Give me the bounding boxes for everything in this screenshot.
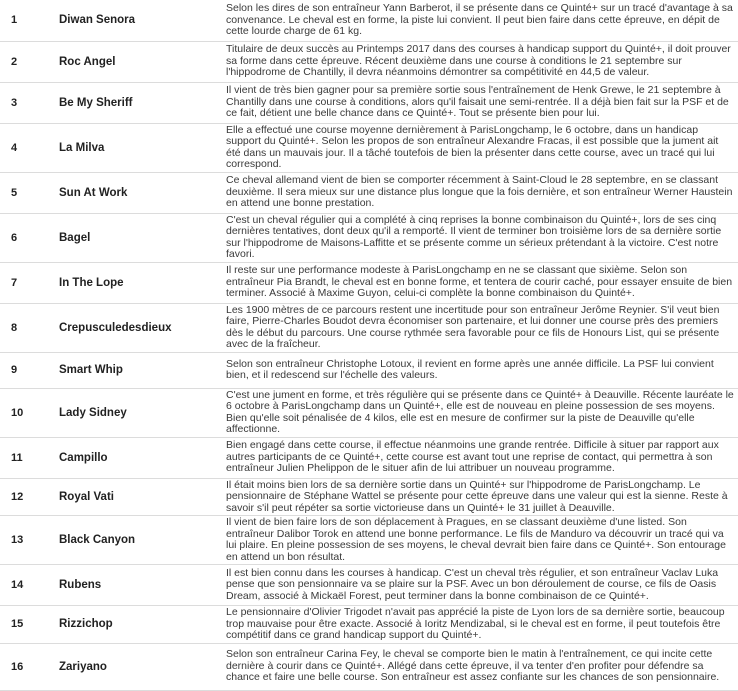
horse-name: Rizzichop bbox=[45, 606, 219, 644]
runner-row bbox=[0, 82, 738, 123]
horse-name: Be My Sheriff bbox=[45, 82, 219, 123]
runner-number: 15 bbox=[0, 606, 45, 644]
horse-name: In The Lope bbox=[45, 262, 219, 303]
runner-row bbox=[0, 388, 738, 437]
runner-number: 16 bbox=[0, 643, 45, 690]
runner-number: 11 bbox=[0, 437, 45, 478]
horse-name: Lady Sidney bbox=[45, 388, 219, 437]
runner-row bbox=[0, 213, 738, 262]
runner-row bbox=[0, 172, 738, 213]
runner-comment-cell bbox=[219, 0, 738, 41]
runner-row bbox=[0, 606, 738, 644]
runner-row bbox=[0, 478, 738, 516]
runner-number: 6 bbox=[0, 213, 45, 262]
runner-row bbox=[0, 565, 738, 606]
runner-comment-cell bbox=[219, 388, 738, 437]
horse-name: Rubens bbox=[45, 565, 219, 606]
horse-name: Crepusculedesdieux bbox=[45, 303, 219, 352]
horse-name: Campillo bbox=[45, 437, 219, 478]
horse-name: Sun At Work bbox=[45, 172, 219, 213]
runner-row bbox=[0, 123, 738, 172]
runner-comment-cell bbox=[219, 606, 738, 644]
runner-comment: Elle a effectué une course moyenne dernièrement à ParisLongchamp, le 6 octobre, dans un handicap support du Quinté+. Selon les propos de son entraîneur Alexandre Fracas, il est possible que la jument ait été dans un mauvais jour. Il a tâché toutefois de bien la présenter dans cette course, avec un tracé qui lui correspond. bbox=[226, 124, 719, 170]
runner-comment: Les 1900 mètres de ce parcours restent une incertitude pour son entraîneur Jerôme Reynier. S'il veut bien faire, Pierre-Charles Boudot devra économiser son partenaire, et lui donner une course près des premiers dès le début du parcours. Une course rythmée sera favorable pour ce fils de Honours List, qui se présente avec de la fraîcheur. bbox=[226, 304, 720, 350]
runner-comment-cell bbox=[219, 172, 738, 213]
runner-comment-cell bbox=[219, 303, 738, 352]
runner-number: 13 bbox=[0, 516, 45, 565]
runner-comment-cell bbox=[219, 123, 738, 172]
runner-comment-cell bbox=[219, 352, 738, 388]
runner-comment: C'est un cheval régulier qui a complété à cinq reprises la bonne combinaison du Quinté+, lors de ses cinq dernières tentatives, dont deux qu'il a remporté. Il vient de terminer bon troisième lors de sa dernière sortie sur l'hippodrome de Maisons-Laffitte et se présente comme un sérieux prétendant à la victoire. C'est notre favori. bbox=[226, 214, 722, 260]
runner-comment: Le pensionnaire d'Olivier Trigodet n'avait pas apprécié la piste de Lyon lors de sa dernière sortie, beaucoup trop mauvaise pour être exacte. Associé à Ioritz Mendizabal, si le cheval est en forme, il peut toutefois être compétitif dans ce grand handicap support du Quinté+. bbox=[226, 607, 725, 641]
runner-comment: Selon les dires de son entraîneur Yann Barberot, il se présente dans ce Quinté+ sur un tracé d'avantage à sa convenance. Le cheval est en forme, la piste lui convient. Il peut bien faire dans cette épreuve, en dépit de cette lourde charge de 61 kg. bbox=[226, 3, 733, 37]
runner-number: 8 bbox=[0, 303, 45, 352]
runner-comment-cell bbox=[219, 516, 738, 565]
runner-comment: C'est une jument en forme, et très régulière qui se présente dans ce Quinté+ à Deauville. Récente lauréate le 6 octobre à ParisLongchamp dans un Quinté+, elle est de nouveau en pleine possession de ses moyens. Bien qu'elle soit pénalisée de 4 kilos, elle est en mesure de confirmer sur la piste de Deauville qu'elle affectionne. bbox=[226, 389, 734, 435]
runner-comment: Il reste sur une performance modeste à ParisLongchamp en ne se classant que sixième. Selon son entraîneur Pia Brandt, le cheval est en bonne forme, et tentera de courir caché, pour essayer ensuite de bien terminer. Associé à Maxime Guyon, celui-ci complète la bonne combinaison du Quinté+. bbox=[226, 265, 733, 300]
runner-number: 14 bbox=[0, 565, 45, 606]
runner-comment: Il était moins bien lors de sa dernière sortie dans un Quinté+ sur l'hippodrome de ParisLongchamp. Le pensionnaire de Stéphane Wattel se présente pour cette épreuve dans une valeur qui est la sienne. Reste à savoir s'il peut répéter sa sortie victorieuse dans un Quinté+ le 31 juillet à Deauville. bbox=[226, 479, 728, 514]
horse-name: Bagel bbox=[45, 213, 219, 262]
runner-row bbox=[0, 262, 738, 303]
runner-number: 12 bbox=[0, 478, 45, 516]
runner-row bbox=[0, 643, 738, 690]
runner-number: 5 bbox=[0, 172, 45, 213]
runner-number: 4 bbox=[0, 123, 45, 172]
runner-comment: Titulaire de deux succès au Printemps 2017 dans des courses à handicap support du Quinté+, il doit prouver sa forme dans cette épreuve. Récent deuxième dans une course à conditions le 21 septembre sur l'hippodrome de Chantilly, il devra néanmoins démontrer sa compétitivité en 44,5 de valeur. bbox=[226, 44, 731, 79]
horse-name: Black Canyon bbox=[45, 516, 219, 565]
runner-comment: Il est bien connu dans les courses à handicap. C'est un cheval très régulier, et son entraîneur Vaclav Luka pense que son pensionnaire va se plaire sur la PSF. Avec un bon déroulement de course, ce fils de Oasis Dream, associé à Mickaël Forest, peut terminer dans la bonne combinaison de ce Quinté+. bbox=[226, 567, 719, 602]
horse-name: La Milva bbox=[45, 123, 219, 172]
runner-row bbox=[0, 352, 738, 388]
horse-name: Roc Angel bbox=[45, 41, 219, 82]
runner-row bbox=[0, 437, 738, 478]
horse-name: Zariyano bbox=[45, 643, 219, 690]
runner-row bbox=[0, 516, 738, 565]
runner-comment-cell bbox=[219, 41, 738, 82]
runner-comment-cell bbox=[219, 437, 738, 478]
runner-number: 7 bbox=[0, 262, 45, 303]
runner-comment: Selon son entraîneur Christophe Lotoux, il revient en forme après une année difficile. La PSF lui convient bien, et il redescend sur l'échelle des valeurs. bbox=[226, 358, 714, 381]
runner-comment-cell bbox=[219, 82, 738, 123]
runner-row bbox=[0, 41, 738, 82]
runner-number: 2 bbox=[0, 41, 45, 82]
runner-row bbox=[0, 0, 738, 41]
horse-name: Smart Whip bbox=[45, 352, 219, 388]
runner-comment: Ce cheval allemand vient de bien se comporter récemment à Saint-Cloud le 28 septembre, en se classant deuxième. Il sera mieux sur une distance plus longue que la fois dernière, et son entraîneur Werner Haustein en attend une bonne prestation. bbox=[226, 175, 733, 210]
runner-comment: Selon son entraîneur Carina Fey, le cheval se comporte bien le matin à l'entraînement, ce qui incite cette dernière à courir dans ce Quinté+. Allégé dans cette épreuve, il va tenter d'en profiter pour défendre sa chance et faire une belle course. Son entraîneur est assez confiante sur les chances de son pensionnaire. bbox=[226, 649, 720, 684]
runner-number: 3 bbox=[0, 82, 45, 123]
runner-comment-cell bbox=[219, 565, 738, 606]
runner-row bbox=[0, 303, 738, 352]
horse-name: Diwan Senora bbox=[59, 14, 136, 27]
runner-number: 9 bbox=[0, 352, 45, 388]
runner-comment-cell bbox=[219, 262, 738, 303]
runner-comment-cell bbox=[219, 478, 738, 516]
runner-comment: Il vient de bien faire lors de son déplacement à Pragues, en se classant deuxième d'une listed. Son entraîneur Dalibor Torok en attend une bonne performance. Le fils de Manduro va découvrir un tracé qui va lui plaire. En pleine possession de ses moyens, le cheval devrait bien faire dans ce Quinté+. Son entourage en attend un bon résultat. bbox=[226, 517, 726, 563]
runner-number: 10 bbox=[0, 388, 45, 437]
runner-comment-cell bbox=[219, 643, 738, 690]
runner-comment: Bien engagé dans cette course, il effectue néanmoins une grande rentrée. Difficile à situer par rapport aux autres participants de ce Quinté+, cette course est avant tout une reprise de contact, qui permettra à son entraîneur Julien Phelippon de le situer afin de lui attribuer un nouveau programme. bbox=[226, 440, 719, 475]
runner-comment: Il vient de très bien gagner pour sa première sortie sous l'entraînement de Henk Grewe, le 21 septembre à Chantilly dans une course à conditions, alors qu'il faisait une semi-rentrée. Il a déjà bien fait sur la PSF et de ce fait, détient une belle chance dans ce Quinté+. Tout se présente bien pour lui. bbox=[226, 85, 729, 120]
horse-name: Royal Vati bbox=[45, 478, 219, 516]
runner-comment-cell bbox=[219, 213, 738, 262]
runner-number: 1 bbox=[11, 14, 18, 27]
